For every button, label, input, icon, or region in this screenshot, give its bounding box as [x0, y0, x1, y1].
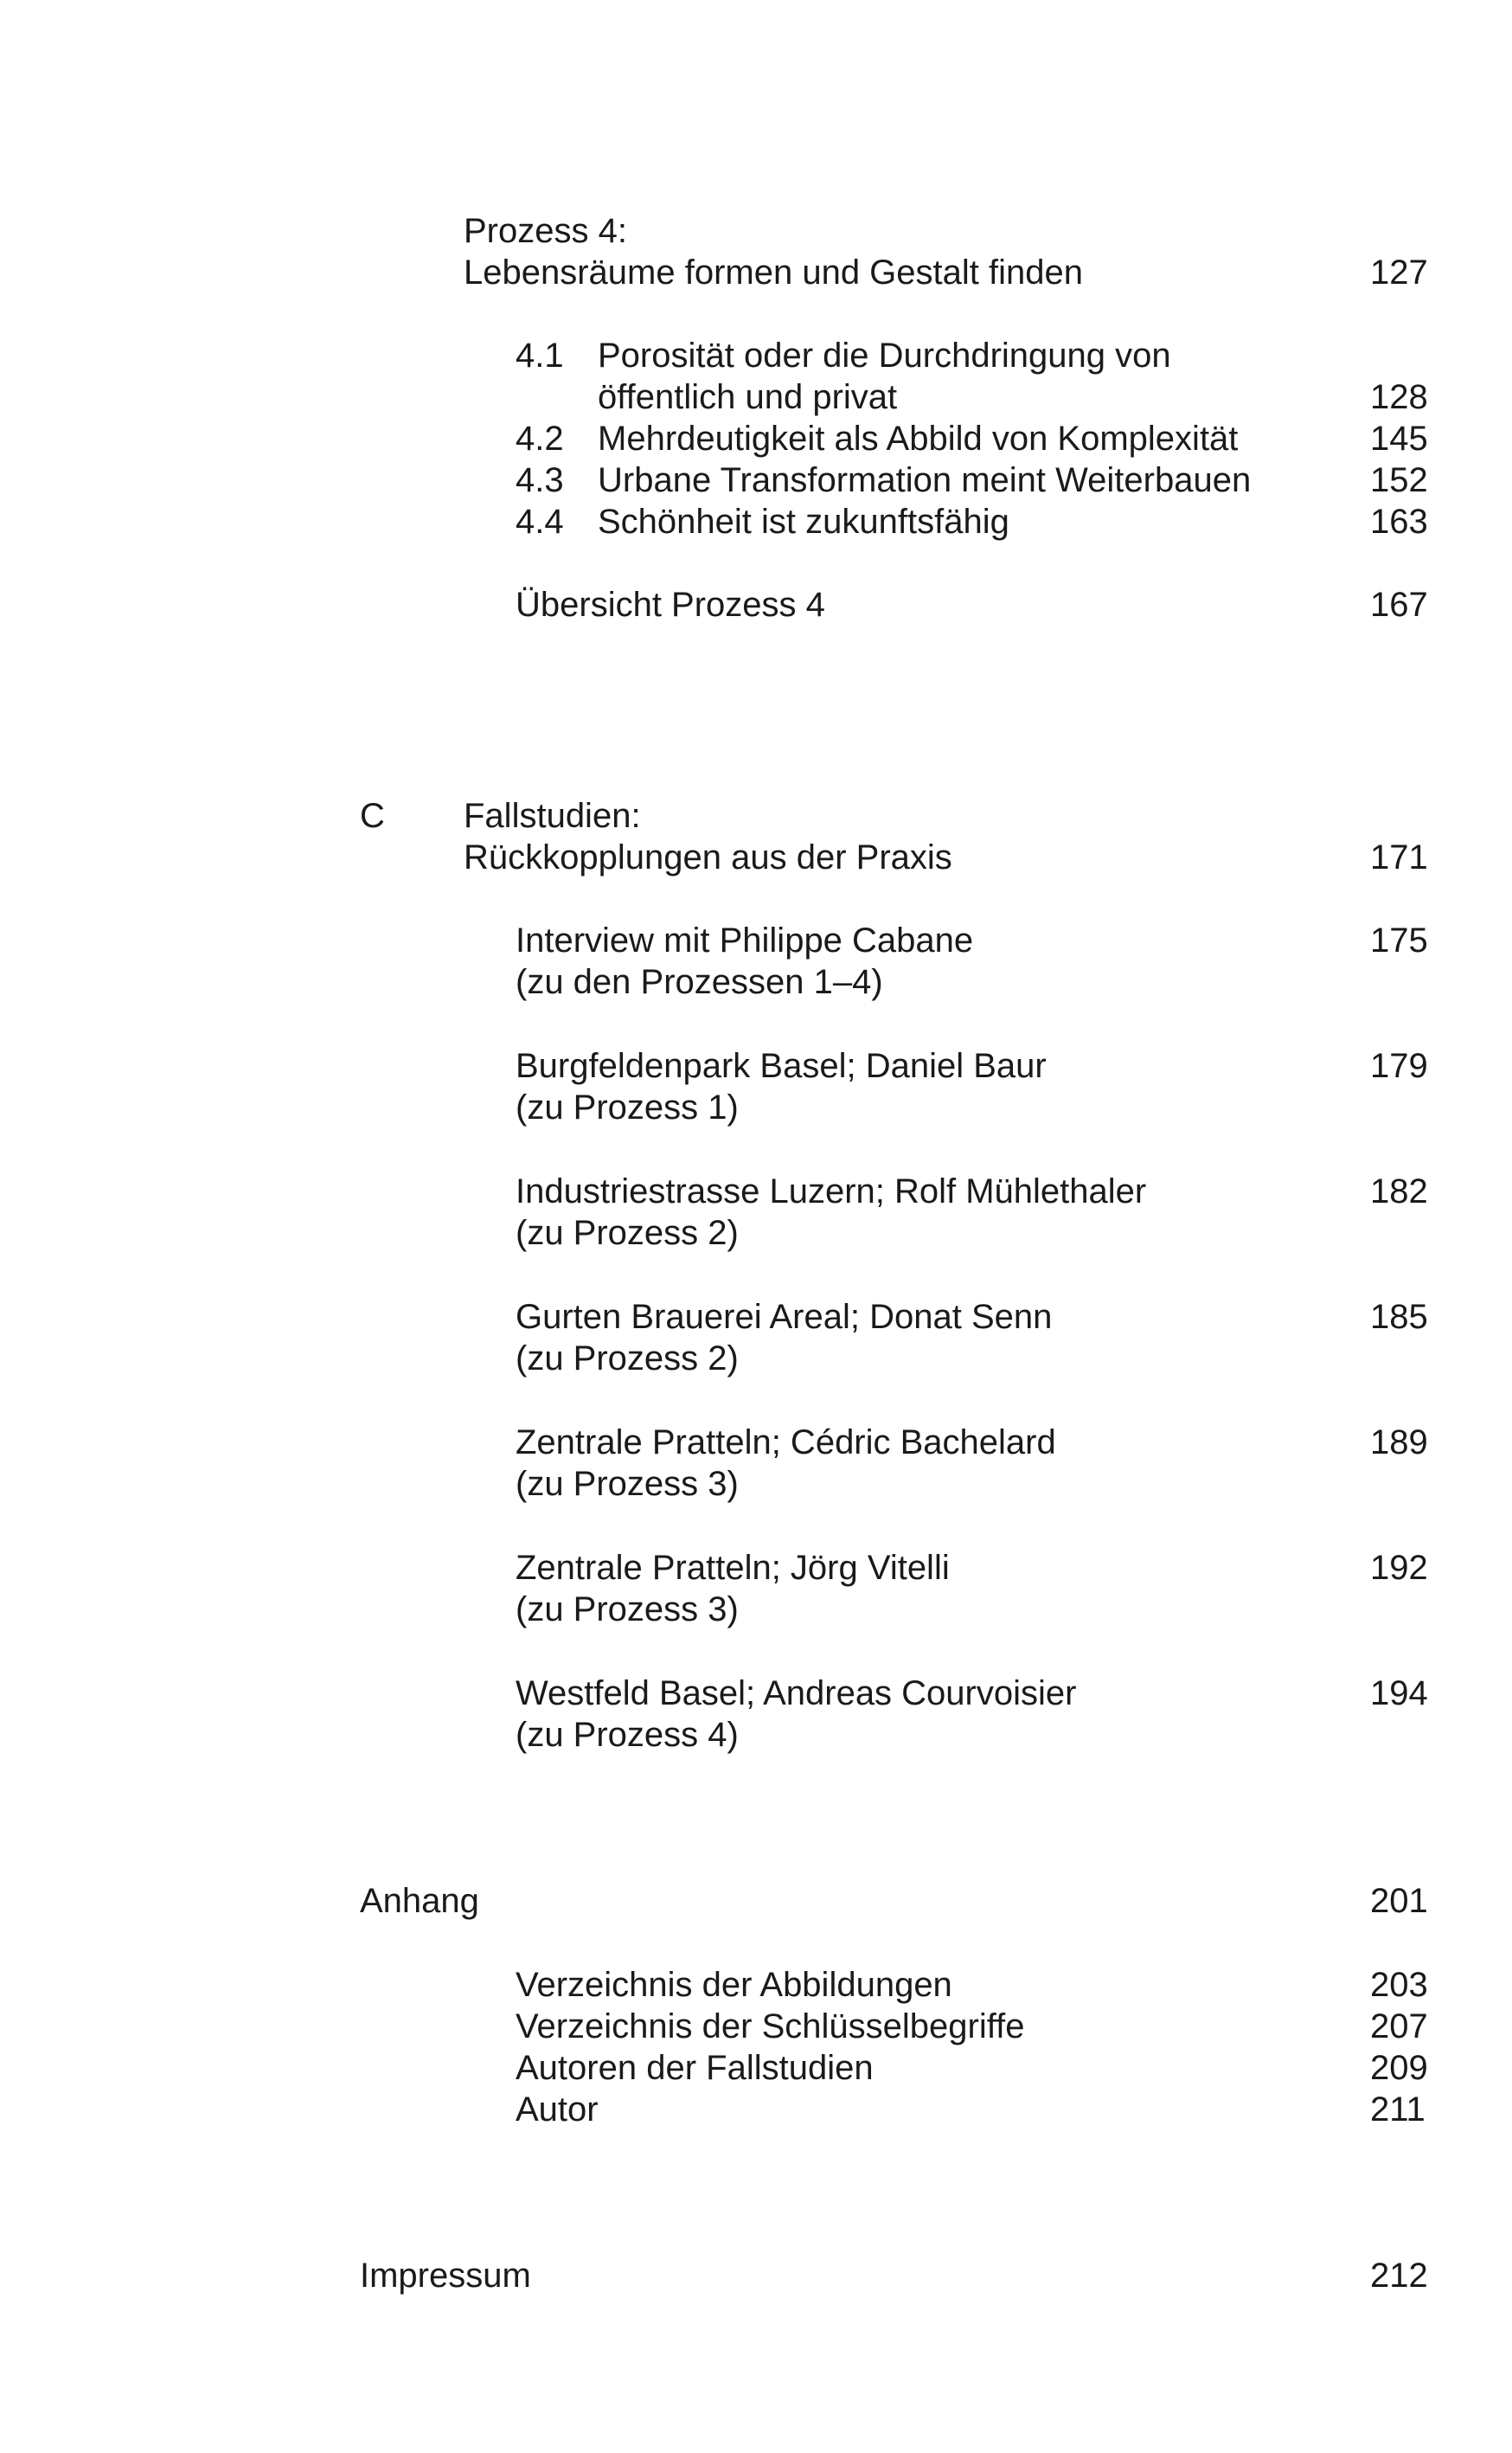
toc-item-subtitle: (zu den Prozessen 1–4) — [516, 963, 883, 1001]
page-number: 152 — [1370, 461, 1428, 499]
page-number: 192 — [1370, 1549, 1428, 1587]
item-number: 4.4 — [516, 503, 564, 541]
toc-item-title: Übersicht Prozess 4 — [516, 586, 825, 624]
section-heading: Lebensräume formen und Gestalt finden — [464, 254, 1083, 292]
page-number: 167 — [1370, 586, 1428, 624]
toc-item-title: Westfeld Basel; Andreas Courvoisier — [516, 1674, 1077, 1712]
toc-item-subtitle: (zu Prozess 2) — [516, 1214, 739, 1252]
section-letter: C — [360, 797, 385, 835]
toc-item-subtitle: (zu Prozess 4) — [516, 1716, 739, 1754]
toc-item-title: Mehrdeutigkeit als Abbild von Komplexität — [598, 420, 1239, 458]
toc-item-title: Verzeichnis der Abbildungen — [516, 1966, 952, 2004]
toc-item-title: Zentrale Pratteln; Jörg Vitelli — [516, 1549, 950, 1587]
section-heading: Anhang — [360, 1882, 479, 1920]
section-heading: Impressum — [360, 2257, 531, 2295]
toc-item-title: Urbane Transformation meint Weiterbauen — [598, 461, 1252, 499]
page-number: 179 — [1370, 1047, 1428, 1085]
toc-item-title: Autoren der Fallstudien — [516, 2049, 874, 2087]
toc-item-subtitle: (zu Prozess 3) — [516, 1465, 739, 1503]
toc-item-subtitle: (zu Prozess 2) — [516, 1339, 739, 1377]
item-number: 4.3 — [516, 461, 564, 499]
section-heading: Fallstudien: — [464, 797, 641, 835]
toc-item-title: Zentrale Pratteln; Cédric Bachelard — [516, 1423, 1056, 1461]
toc-item-title: Industriestrasse Luzern; Rolf Mühlethaler — [516, 1172, 1147, 1210]
toc-item-title: Autor — [516, 2090, 599, 2129]
page-number: 209 — [1370, 2049, 1428, 2087]
page-number: 127 — [1370, 254, 1428, 292]
toc-item-title: Interview mit Philippe Cabane — [516, 921, 974, 960]
page-number: 128 — [1370, 378, 1428, 416]
page-number: 201 — [1370, 1882, 1428, 1920]
page-number: 182 — [1370, 1172, 1428, 1210]
page-number: 145 — [1370, 420, 1428, 458]
page-number: 211 — [1370, 2090, 1426, 2129]
toc-item-title: Schönheit ist zukunftsfähig — [598, 503, 1009, 541]
page-number: 171 — [1370, 838, 1428, 877]
toc-item-title: Gurten Brauerei Areal; Donat Senn — [516, 1298, 1053, 1336]
page-number: 175 — [1370, 921, 1428, 960]
section-heading: Prozess 4: — [464, 212, 627, 250]
page-number: 189 — [1370, 1423, 1428, 1461]
page-number: 194 — [1370, 1674, 1428, 1712]
page-number: 203 — [1370, 1966, 1428, 2004]
toc-item-title: Porosität oder die Durchdringung von — [598, 337, 1171, 375]
page-number: 163 — [1370, 503, 1428, 541]
section-heading: Rückkopplungen aus der Praxis — [464, 838, 952, 877]
item-number: 4.2 — [516, 420, 564, 458]
item-number: 4.1 — [516, 337, 564, 375]
page-number: 207 — [1370, 2007, 1428, 2045]
toc-item-subtitle: (zu Prozess 3) — [516, 1590, 739, 1628]
toc-item-title: öffentlich und privat — [598, 378, 898, 416]
toc-item-title: Burgfeldenpark Basel; Daniel Baur — [516, 1047, 1047, 1085]
toc-item-subtitle: (zu Prozess 1) — [516, 1088, 739, 1127]
toc-item-title: Verzeichnis der Schlüsselbegriffe — [516, 2007, 1025, 2045]
page-number: 185 — [1370, 1298, 1428, 1336]
page-number: 212 — [1370, 2257, 1428, 2295]
